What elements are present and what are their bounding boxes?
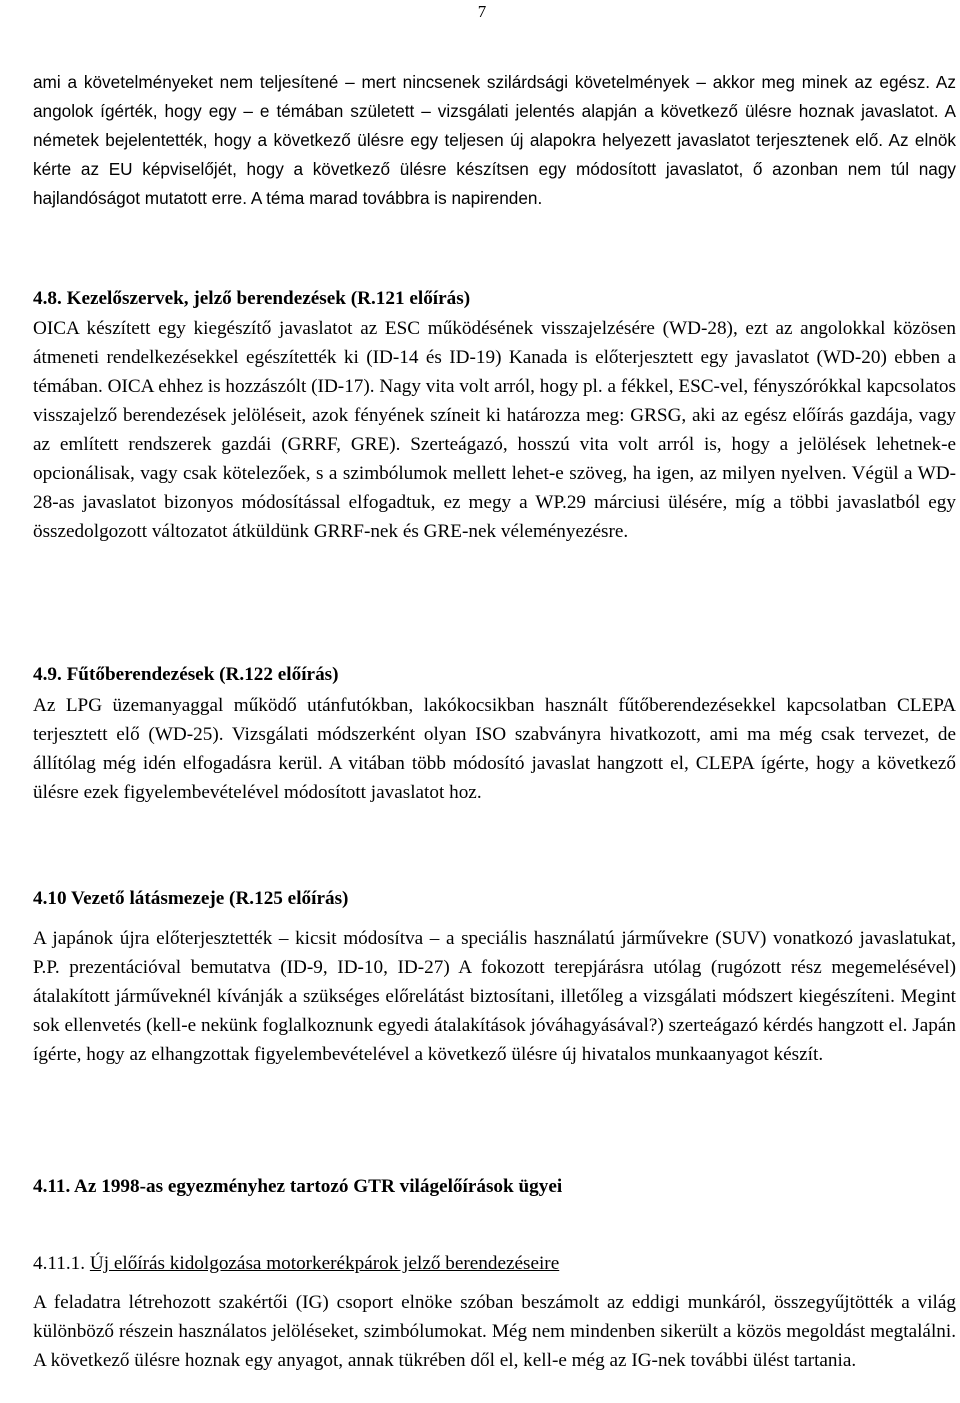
section-heading-4-8: 4.8. Kezelőszervek, jelző berendezések (R.121 előírás) bbox=[33, 288, 471, 309]
subsection-body: A feladatra létrehozott szakértői (IG) csoport elnöke szóban beszámolt az eddigi munkáról, összegyűjtötték a világ különböző részein használatos jelöléseket, szimbólumokat. Még nem mindenben sikerült a közös megoldást megtalálni. A következő ülésre hoznak egy anyagot, annak tükrében dől el, kell-e még az IG-nek további ülést tartania. bbox=[33, 1292, 956, 1371]
page-number: 7 bbox=[477, 2, 487, 21]
intro-paragraph: ami a követelményeket nem teljesítené – mert nincsenek szilárdsági követelmények – akkor meg minek az egész. Az angolok ígérték, hogy egy – e témában született – vizsgálati jelentés alapján a következő ülésre hoznak javaslatot. A németek bejelentették, hogy a következő ülésre egy teljesen új alapokra helyezett javaslatot terjesztenek elő. Az elnök kérte az EU képviselőjét, hogy a következő ülésre készítsen egy módosított javaslatot, ő azonban nem túl nagy hajlandóságot mutatott erre. A téma marad továbbra is napirenden. bbox=[33, 72, 956, 208]
subsection-heading-4-11-1 bbox=[33, 1249, 559, 1278]
section-heading-4-10: 4.10 Vezető látásmezeje (R.125 előírás) bbox=[33, 888, 349, 909]
section-body-4-9: Az LPG üzemanyaggal működő utánfutókban, lakókocsikban használt fűtőberendezésekkel kapcsolatban CLEPA terjesztett elő (WD-25). Vizsgálati módszerként olyan ISO szabványra hivatkozott, ami ma még csak tervezet, de állítólag még idén elfogadásra kerül. A vitában több módosító javaslat hangzott el, CLEPA ígérte, hogy a következő ülésre ezek figyelembevételével módosított javaslatot hoz. bbox=[33, 695, 956, 803]
section-body-4-8: OICA készített egy kiegészítő javaslatot az ESC működésének visszajelzésére (WD-28), ezt az angolokkal közösen átmeneti rendelkezésekkel egészítették ki (ID-14 és ID-19) Kanada is előterjesztett egy javaslatot (WD-20) ebben a témában. OICA ehhez is hozzászólt (ID-17). Nagy vita volt arról, hogy pl. a fékkel, ESC-vel, fényszórókkal kapcsolatos visszajelző berendezések jelöléseit, azok fényének színeit ki határozza meg: GRSG, aki az egész előírás gazdája, vagy az említett rendszerek gazdái (GRRF, GRE). Szerteágazó, hosszú vita volt arról is, hogy a jelölések lehetnek-e opcionálisak, vagy csak kötelezőek, s a szimbólumok mellett lehet-e szöveg, ha igen, az milyen nyelven. Végül a WD-28-as javaslatot bizonyos módosítással elfogadtuk, ez megy a WP.29 márciusi ülésére, míg a többi javaslatból egy összedolgozott változatot átküldünk GRRF-nek és GRE-nek véleményezésre. bbox=[33, 318, 956, 542]
subsection-title: Új előírás kidolgozása motorkerékpárok jelző berendezéseire bbox=[89, 1253, 560, 1274]
subsection-number: 4.11.1. bbox=[33, 1253, 86, 1274]
section-heading-4-9: 4.9. Fűtőberendezések (R.122 előírás) bbox=[33, 664, 339, 685]
section-heading-4-11: 4.11. Az 1998-as egyezményhez tartozó GTR világelőírások ügyei bbox=[33, 1176, 563, 1197]
section-body-4-10: A japánok újra előterjesztették – kicsit módosítva – a speciális használatú járművekre (SUV) vonatkozó javaslatukat, P.P. prezentációval bemutatva (ID-9, ID-10, ID-27) A fokozott terepjárásra utólag (rugózott rész megemelésével) átalakított járműveknél kívánják a szükséges előrelátást biztosítani, illetőleg a vizsgálati módszert kiegészíteni. Megint sok ellenvetés (kell-e nekünk foglalkoznunk egyedi átalakítások jóváhagyásával?) szerteágazó kérdés hangzott el. Japán ígérte, hogy az elhangzottak figyelembevételével a következő ülésre új hivatalos munkaanyagot készít. bbox=[33, 928, 956, 1065]
